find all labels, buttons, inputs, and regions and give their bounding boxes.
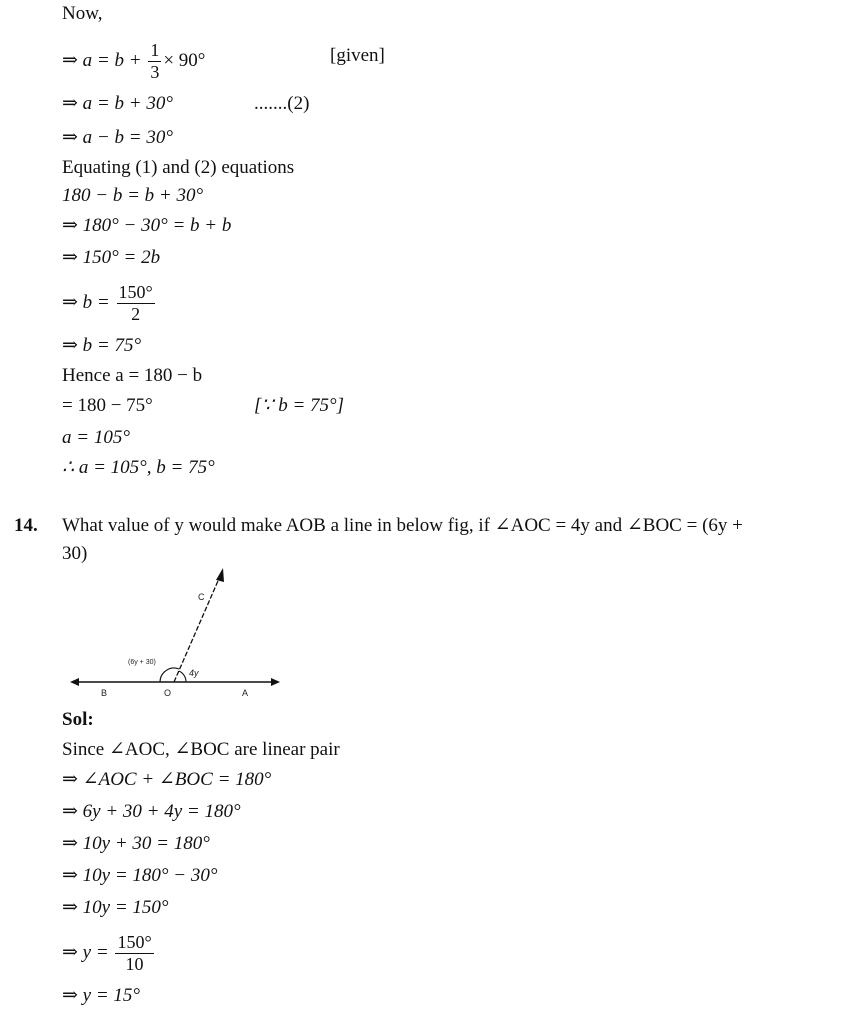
step-prefix: ⇒ b = <box>62 291 115 313</box>
since-text: Since ∠AOC, ∠BOC are linear pair <box>62 739 340 760</box>
arc-aoc <box>179 671 186 682</box>
step-a-eq-105: a = 105° <box>62 427 130 448</box>
given-tag: [given] <box>330 45 385 66</box>
sol-label: Sol: <box>62 709 94 730</box>
sol-step-1: ⇒ ∠AOC + ∠BOC = 180° <box>62 769 272 790</box>
arc-boc <box>160 668 179 682</box>
step-b-fraction <box>62 282 157 325</box>
step-tail: × 90° <box>163 49 206 71</box>
step-150-30: ⇒ 180° − 30° = b + b <box>62 215 232 236</box>
arrow-right-icon <box>271 678 280 686</box>
label-angle-boc: (6y + 30) <box>128 659 156 666</box>
fraction-denominator: 2 <box>131 304 141 324</box>
label-c: C <box>198 592 205 602</box>
step-prefix: ⇒ a = b + <box>62 49 147 71</box>
equation-2-tag: .......(2) <box>254 93 310 114</box>
equating-text: Equating (1) and (2) equations <box>62 157 295 178</box>
label-o: O <box>164 688 172 698</box>
arrow-c-icon <box>216 568 224 582</box>
step-180-minus-75: = 180 − 75° <box>62 395 153 416</box>
sol-step-2: ⇒ 6y + 30 + 4y = 180° <box>62 801 241 822</box>
fraction-numerator: 1 <box>150 40 160 60</box>
label-angle-aoc: 4y <box>189 668 199 678</box>
hence-text: Hence a = 180 − b <box>62 365 203 386</box>
therefore-result: ∴ a = 105°, b = 75° <box>62 457 215 478</box>
step-180-minus-b: 180 − b = b + 30° <box>62 185 204 206</box>
question-text-line2: 30) <box>62 543 88 564</box>
fraction-one-third <box>148 40 161 83</box>
sol-step-6 <box>62 932 156 975</box>
sol-step-4: ⇒ 10y = 180° − 30° <box>62 865 218 886</box>
step-a-eq-b-plus-30: ⇒ a = b + 30° <box>62 93 173 114</box>
label-a: A <box>242 688 249 698</box>
since-b-75-tag: [∵ b = 75°] <box>254 395 345 416</box>
label-b: B <box>101 688 108 698</box>
arrow-left-icon <box>70 678 79 686</box>
sol-step-5: ⇒ 10y = 150° <box>62 897 169 918</box>
now-text: Now, <box>62 3 103 24</box>
sol-step-7: ⇒ y = 15° <box>62 985 141 1006</box>
fraction-numerator: 150° <box>117 932 152 952</box>
question-text-line1: What value of y would make AOB a line in below fig, if ∠AOC = 4y and ∠BOC = (6y + <box>62 515 743 536</box>
step-prefix: ⇒ y = <box>62 941 114 963</box>
ray-oc <box>174 574 221 682</box>
step-a-minus-b: ⇒ a − b = 30° <box>62 127 173 148</box>
question-number: 14. <box>14 515 38 536</box>
step-150-eq-2b: ⇒ 150° = 2b <box>62 247 161 268</box>
fraction-numerator: 150° <box>118 282 153 302</box>
step-b-eq-75: ⇒ b = 75° <box>62 335 142 356</box>
fraction-denominator: 10 <box>125 954 144 974</box>
fraction-denominator: 3 <box>150 62 160 82</box>
sol-step-3: ⇒ 10y + 30 = 180° <box>62 833 210 854</box>
step-a-eq-b-plus-third <box>62 40 205 83</box>
fraction-150-over-10 <box>115 932 153 975</box>
figure-aob-line <box>70 562 290 704</box>
fraction-150-over-2 <box>117 282 155 325</box>
